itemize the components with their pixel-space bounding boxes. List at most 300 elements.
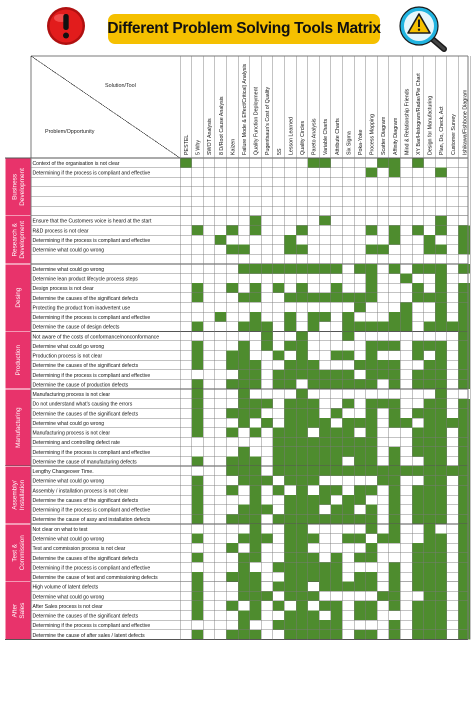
filled-cell [250,514,262,524]
filled-cell [226,457,238,467]
filled-cell [273,283,285,293]
tool-header: 8 D/Root Cause Analysis [218,96,225,155]
filled-cell [308,495,320,505]
filled-cell [389,524,401,534]
filled-cell [366,428,378,438]
filled-cell [424,264,436,274]
filled-cell [435,582,447,592]
filled-cell [331,283,343,293]
filled-cell [250,543,262,553]
filled-cell [250,495,262,505]
filled-cell [435,572,447,582]
filled-cell [250,379,262,389]
filled-cell [389,158,401,168]
filled-cell [435,351,447,361]
filled-cell [331,553,343,563]
filled-cell [284,312,296,322]
filled-cell [250,360,262,370]
filled-cell [447,322,459,332]
filled-cell [424,514,436,524]
filled-cell [296,341,308,351]
filled-cell [192,418,204,428]
filled-cell [435,168,447,178]
filled-cell [296,428,308,438]
filled-cell [273,428,285,438]
tool-header: Variable Charts [323,118,330,155]
problem-row-label: Determine the causes of the significant defects [32,555,139,562]
filled-cell [331,630,343,640]
filled-cell [412,485,424,495]
filled-cell [424,235,436,245]
filled-cell [308,630,320,640]
filled-cell [226,379,238,389]
filled-cell [354,447,366,457]
problem-row-label: Determine the causes of the significant defects [32,363,139,370]
problem-row-label: Production process is not clear [32,353,103,360]
filled-cell [284,572,296,582]
filled-cell [435,428,447,438]
tool-header: Scatter Diagram [381,116,388,155]
filled-cell [412,293,424,303]
filled-cell [424,399,436,409]
filled-cell [424,418,436,428]
problem-row-label: Lengthy Changeover Time. [32,469,94,476]
filled-cell [284,293,296,303]
filled-cell [412,466,424,476]
filled-cell [261,322,273,332]
filled-cell [366,322,378,332]
filled-cell [250,225,262,235]
filled-cell [319,582,331,592]
filled-cell [354,582,366,592]
filled-cell [412,620,424,630]
filled-cell [424,485,436,495]
problem-row-label: Not clear on what to test [32,526,88,533]
filled-cell [389,341,401,351]
problem-row-label: Determine what could go wrong [32,266,105,273]
filled-cell [435,418,447,428]
filled-cell [284,476,296,486]
filled-cell [389,360,401,370]
filled-cell [400,274,412,284]
filled-cell [319,418,331,428]
filled-cell [261,534,273,544]
filled-cell [226,428,238,438]
filled-cell [366,437,378,447]
filled-cell [308,476,320,486]
filled-cell [296,389,308,399]
filled-cell [284,322,296,332]
filled-cell [308,379,320,389]
filled-cell [435,495,447,505]
filled-cell [273,562,285,572]
filled-cell [366,245,378,255]
filled-cell [284,235,296,245]
filled-cell [342,312,354,322]
filled-cell [331,611,343,621]
tool-header: Poka-Yoke [358,129,364,155]
filled-cell [389,534,401,544]
filled-cell [238,408,250,418]
filled-cell [424,591,436,601]
filled-cell [424,620,436,630]
section-label: Desing [15,287,23,308]
filled-cell [261,476,273,486]
section-label: Test &Commission [11,535,27,571]
filled-cell [250,457,262,467]
problem-row-label: High volume of latent defects [32,584,99,591]
filled-cell [354,553,366,563]
filled-cell [308,457,320,467]
filled-cell [435,457,447,467]
filled-cell [377,399,389,409]
filled-cell [319,264,331,274]
filled-cell [412,495,424,505]
problem-row-label: Determine the cause of assy and installation defects [32,517,151,524]
filled-cell [226,601,238,611]
filled-cell [412,562,424,572]
filled-cell [424,505,436,515]
filled-cell [435,283,447,293]
filled-cell [238,630,250,640]
filled-cell [354,264,366,274]
filled-cell [424,322,436,332]
filled-cell [366,514,378,524]
filled-cell [319,485,331,495]
filled-cell [296,476,308,486]
filled-cell [250,312,262,322]
problem-row-label: Not aware of the costs of conformance/nonconformance [32,334,160,341]
filled-cell [331,293,343,303]
filled-cell [238,418,250,428]
filled-cell [377,322,389,332]
problem-row-label: Determine the cause of after sales / latent defects [32,632,145,639]
filled-cell [238,370,250,380]
filled-cell [424,611,436,621]
filled-cell [284,370,296,380]
filled-cell [296,553,308,563]
filled-cell [319,158,331,168]
filled-cell [354,360,366,370]
filled-cell [284,524,296,534]
filled-cell [308,418,320,428]
page-title: Different Problem Solving Tools Matrix [107,20,381,37]
filled-cell [284,611,296,621]
filled-cell [319,379,331,389]
filled-cell [226,351,238,361]
filled-cell [435,341,447,351]
section-label: Manufacturing [15,407,23,448]
problem-row-label: R&D process is not clear [32,228,89,235]
filled-cell [250,524,262,534]
filled-cell [273,264,285,274]
tool-header: Attribute Charts [334,118,341,155]
filled-cell [296,408,308,418]
filled-cell [354,322,366,332]
filled-cell [192,534,204,544]
problem-row-label: Test and commission process is not clear [32,546,126,553]
filled-cell [424,341,436,351]
tool-header: SWOT Analysis [207,118,214,155]
filled-cell [192,485,204,495]
problem-row-label: Manufacturing process is not clear [32,392,111,399]
filled-cell [424,408,436,418]
problem-row-label: Determine what could go wrong [32,478,105,485]
filled-cell [250,476,262,486]
filled-cell [319,293,331,303]
filled-cell [250,582,262,592]
filled-cell [319,312,331,322]
filled-cell [342,428,354,438]
filled-cell [284,553,296,563]
filled-cell [424,466,436,476]
filled-cell [296,360,308,370]
filled-cell [296,620,308,630]
filled-cell [389,399,401,409]
filled-cell [424,245,436,255]
filled-cell [389,630,401,640]
filled-cell [238,562,250,572]
filled-cell [435,245,447,255]
filled-cell [435,389,447,399]
tool-header: Kaizen [230,138,237,155]
tool-header: Lesson Learned [288,117,295,155]
filled-cell [284,562,296,572]
filled-cell [319,620,331,630]
filled-cell [331,485,343,495]
filled-cell [435,360,447,370]
filled-cell [400,322,412,332]
problem-row-label: After Sales process is not clear [32,603,103,610]
filled-cell [192,341,204,351]
filled-cell [342,466,354,476]
filled-cell [354,611,366,621]
filled-cell [192,514,204,524]
filled-cell [319,572,331,582]
filled-cell [377,370,389,380]
filled-cell [435,379,447,389]
filled-cell [424,370,436,380]
filled-cell [377,534,389,544]
filled-cell [226,630,238,640]
filled-cell [192,495,204,505]
filled-cell [342,514,354,524]
filled-cell [308,611,320,621]
filled-cell [284,418,296,428]
filled-cell [424,543,436,553]
filled-cell [192,408,204,418]
filled-cell [261,331,273,341]
filled-cell [366,293,378,303]
filled-cell [412,582,424,592]
tool-header: Six Sigma [346,131,353,155]
filled-cell [377,341,389,351]
filled-cell [226,543,238,553]
filled-cell [389,370,401,380]
filled-cell [319,562,331,572]
filled-cell [238,457,250,467]
filled-cell [192,322,204,332]
filled-cell [250,399,262,409]
filled-cell [389,562,401,572]
filled-cell [238,322,250,332]
filled-cell [273,514,285,524]
filled-cell [412,505,424,515]
section-label: Assembly/Installation [11,479,27,511]
filled-cell [226,245,238,255]
filled-cell [412,428,424,438]
filled-cell [308,505,320,515]
filled-cell [412,553,424,563]
tool-header: Affinity Diagram [392,117,399,155]
filled-cell [400,466,412,476]
filled-cell [435,302,447,312]
filled-cell [435,466,447,476]
filled-cell [296,611,308,621]
filled-cell [250,293,262,303]
filled-cell [238,572,250,582]
filled-cell [424,447,436,457]
filled-cell [250,505,262,515]
filled-cell [238,505,250,515]
filled-cell [308,514,320,524]
problem-row-label: Determining if the process is compliant and effective [32,237,151,244]
filled-cell [412,514,424,524]
filled-cell [412,264,424,274]
filled-cell [377,245,389,255]
filled-cell [435,274,447,284]
filled-cell [238,351,250,361]
filled-cell [250,370,262,380]
filled-cell [389,591,401,601]
filled-cell [273,582,285,592]
filled-cell [389,418,401,428]
filled-cell [366,168,378,178]
tool-header: 5S [276,148,283,155]
filled-cell [424,630,436,640]
section-label: BusinessDevelopment [11,168,27,206]
filled-cell [354,630,366,640]
filled-cell [412,351,424,361]
filled-cell [354,437,366,447]
filled-cell [284,245,296,255]
tool-header: Failure Mode & Effect/Critical) Analysis [242,63,248,155]
filled-cell [273,447,285,457]
filled-cell [435,543,447,553]
filled-cell [308,312,320,322]
filled-cell [284,428,296,438]
filled-cell [192,360,204,370]
filled-cell [389,447,401,457]
filled-cell [389,572,401,582]
filled-cell [284,360,296,370]
filled-cell [366,370,378,380]
filled-cell [435,534,447,544]
filled-cell [250,466,262,476]
filled-cell [284,341,296,351]
problem-row-label: Context of the organisation is not clear [32,160,120,167]
filled-cell [308,620,320,630]
filled-cell [296,495,308,505]
filled-cell [296,418,308,428]
filled-cell [238,514,250,524]
filled-cell [342,495,354,505]
filled-cell [412,158,424,168]
filled-cell [435,601,447,611]
filled-cell [331,572,343,582]
filled-cell [180,158,192,168]
filled-cell [331,620,343,630]
filled-cell [226,225,238,235]
filled-cell [366,283,378,293]
filled-cell [192,476,204,486]
filled-cell [238,399,250,409]
filled-cell [238,447,250,457]
filled-cell [296,399,308,409]
filled-cell [366,505,378,515]
filled-cell [366,341,378,351]
section-label: Research &Development [11,221,27,259]
problem-row-label: Determine the causes of the significant defects [32,613,139,620]
problem-row-label: Determining if the process is compliant and effective [32,623,151,630]
filled-cell [435,408,447,418]
filled-cell [435,216,447,226]
filled-cell [319,428,331,438]
filled-cell [435,485,447,495]
filled-cell [296,293,308,303]
filled-cell [296,582,308,592]
tool-header: Mind & Relationship Friends [404,88,411,155]
filled-cell [308,408,320,418]
filled-cell [296,562,308,572]
filled-cell [226,485,238,495]
filled-cell [296,466,308,476]
filled-cell [273,370,285,380]
filled-cell [366,447,378,457]
filled-cell [377,158,389,168]
tool-header: Plan, Do, Check, Act [439,106,446,155]
problem-row-label: Protecting the product from inadvertent use [32,305,131,312]
filled-cell [319,370,331,380]
filled-cell [226,360,238,370]
filled-cell [424,524,436,534]
filled-cell [331,351,343,361]
filled-cell [331,379,343,389]
filled-cell [296,514,308,524]
filled-cell [435,225,447,235]
filled-cell [412,437,424,447]
filled-cell [412,543,424,553]
filled-cell [389,457,401,467]
filled-cell [296,505,308,515]
filled-cell [238,379,250,389]
filled-cell [284,591,296,601]
tool-header: PESTEL [184,134,190,155]
filled-cell [389,601,401,611]
filled-cell [319,495,331,505]
problem-row-label: Design process is not clear [32,286,94,293]
filled-cell [308,553,320,563]
filled-cell [424,379,436,389]
filled-cell [192,399,204,409]
filled-cell [389,168,401,178]
filled-cell [261,399,273,409]
filled-cell [412,447,424,457]
filled-cell [192,428,204,438]
filled-cell [424,562,436,572]
filled-cell [319,601,331,611]
filled-cell [192,582,204,592]
